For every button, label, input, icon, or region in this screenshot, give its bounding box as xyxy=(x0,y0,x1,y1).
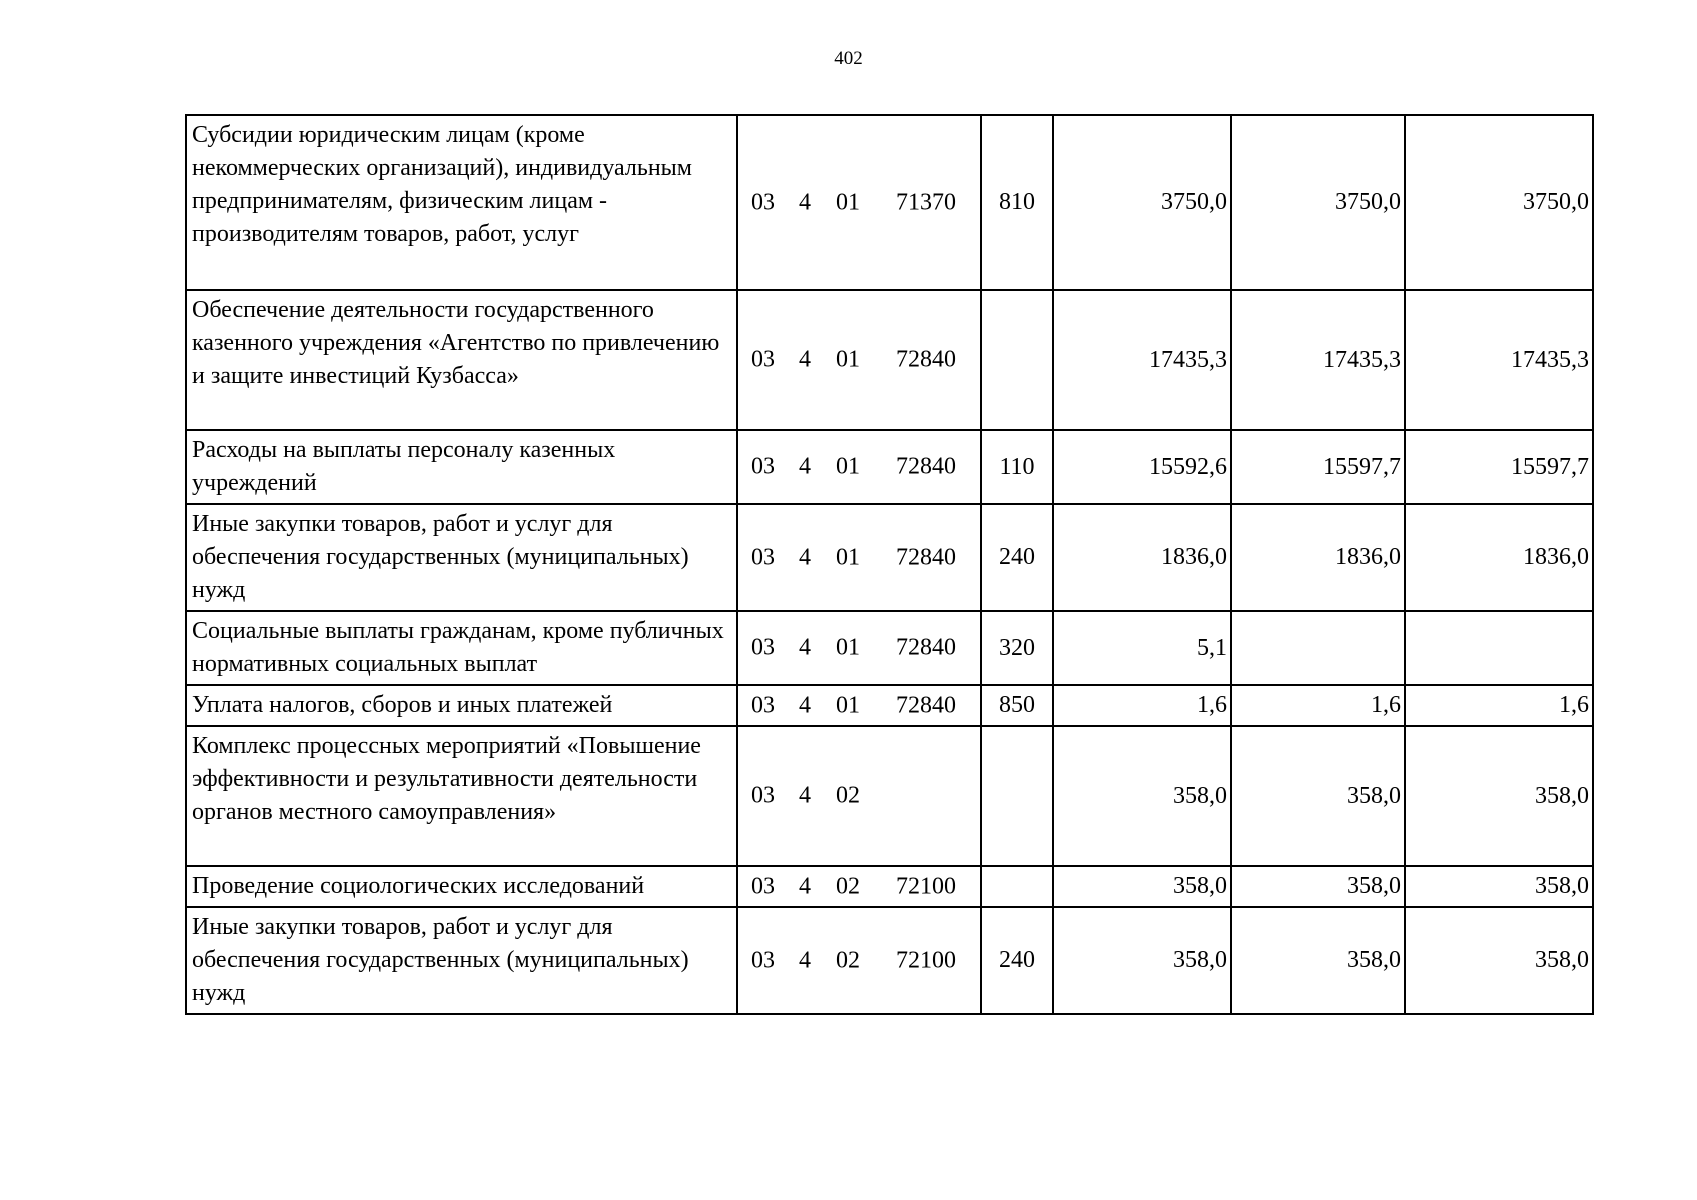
row-codes xyxy=(737,726,981,866)
amount-year-1: 17435,3 xyxy=(1053,290,1231,430)
amount-year-2: 358,0 xyxy=(1231,907,1405,1014)
code-program: 4 xyxy=(799,346,811,373)
code-section: 03 xyxy=(751,782,775,809)
code-subprogram: 01 xyxy=(836,692,860,718)
code-direction: 72840 xyxy=(896,634,956,661)
expense-type: 240 xyxy=(981,907,1053,1014)
row-codes xyxy=(737,430,981,504)
code-program: 4 xyxy=(799,692,811,718)
row-codes xyxy=(737,504,981,611)
code-subprogram: 01 xyxy=(836,346,860,373)
amount-year-2: 1836,0 xyxy=(1231,504,1405,611)
amount-year-2: 1,6 xyxy=(1231,685,1405,726)
code-program: 4 xyxy=(799,782,811,809)
code-section: 03 xyxy=(751,453,775,480)
budget-table xyxy=(185,114,1594,1015)
row-name: Проведение социологических исследований xyxy=(186,866,737,907)
amount-year-1: 5,1 xyxy=(1053,611,1231,685)
expense-type: 110 xyxy=(981,430,1053,504)
code-subprogram: 02 xyxy=(836,873,860,899)
amount-year-3: 358,0 xyxy=(1405,726,1593,866)
code-program: 4 xyxy=(799,634,811,661)
code-section: 03 xyxy=(751,346,775,373)
code-section: 03 xyxy=(751,634,775,661)
code-program: 4 xyxy=(799,873,811,899)
code-subprogram: 01 xyxy=(836,453,860,480)
row-codes xyxy=(737,685,981,726)
row-codes xyxy=(737,611,981,685)
amount-year-1: 358,0 xyxy=(1053,726,1231,866)
row-name: Иные закупки товаров, работ и услуг для обеспечения государственных (муниципальных) нужд xyxy=(186,504,737,611)
table-row xyxy=(186,907,1593,1014)
table-row xyxy=(186,866,1593,907)
row-codes xyxy=(737,866,981,907)
table-row xyxy=(186,430,1593,504)
row-name: Уплата налогов, сборов и иных платежей xyxy=(186,685,737,726)
amount-year-1: 3750,0 xyxy=(1053,115,1231,290)
code-direction: 72840 xyxy=(896,453,956,480)
expense-type xyxy=(981,726,1053,866)
code-subprogram: 02 xyxy=(836,782,860,809)
code-subprogram: 01 xyxy=(836,189,860,215)
code-section: 03 xyxy=(751,189,775,215)
row-name: Иные закупки товаров, работ и услуг для обеспечения государственных (муниципальных) нужд xyxy=(186,907,737,1014)
expense-type: 850 xyxy=(981,685,1053,726)
row-name: Расходы на выплаты персоналу казенных учреждений xyxy=(186,430,737,504)
amount-year-2: 358,0 xyxy=(1231,866,1405,907)
amount-year-1: 1,6 xyxy=(1053,685,1231,726)
table-row xyxy=(186,504,1593,611)
code-direction: 72840 xyxy=(896,692,956,718)
amount-year-2 xyxy=(1231,611,1405,685)
amount-year-2: 358,0 xyxy=(1231,726,1405,866)
amount-year-3: 1,6 xyxy=(1405,685,1593,726)
table-row xyxy=(186,726,1593,866)
page-number: 402 xyxy=(834,48,863,69)
expense-type xyxy=(981,290,1053,430)
row-codes xyxy=(737,290,981,430)
code-direction: 72100 xyxy=(896,947,956,973)
table-row xyxy=(186,290,1593,430)
amount-year-1: 1836,0 xyxy=(1053,504,1231,611)
row-name: Комплекс процессных мероприятий «Повышение эффективности и результативности деятельности органов местного самоуправления» xyxy=(186,726,737,866)
amount-year-1: 15592,6 xyxy=(1053,430,1231,504)
code-program: 4 xyxy=(799,544,811,570)
code-program: 4 xyxy=(799,189,811,215)
amount-year-3: 17435,3 xyxy=(1405,290,1593,430)
code-subprogram: 01 xyxy=(836,634,860,661)
amount-year-2: 15597,7 xyxy=(1231,430,1405,504)
row-name: Обеспечение деятельности государственного казенного учреждения «Агентство по привлечению и защите инвестиций Кузбасса» xyxy=(186,290,737,430)
row-name: Социальные выплаты гражданам, кроме публичных нормативных социальных выплат xyxy=(186,611,737,685)
amount-year-3: 358,0 xyxy=(1405,907,1593,1014)
code-section: 03 xyxy=(751,947,775,973)
code-direction: 71370 xyxy=(896,189,956,215)
expense-type xyxy=(981,866,1053,907)
expense-type: 240 xyxy=(981,504,1053,611)
amount-year-2: 3750,0 xyxy=(1231,115,1405,290)
code-program: 4 xyxy=(799,453,811,480)
amount-year-3: 1836,0 xyxy=(1405,504,1593,611)
code-section: 03 xyxy=(751,544,775,570)
row-codes xyxy=(737,115,981,290)
table-row xyxy=(186,685,1593,726)
expense-type: 810 xyxy=(981,115,1053,290)
code-direction: 72100 xyxy=(896,873,956,899)
code-direction: 72840 xyxy=(896,346,956,373)
code-section: 03 xyxy=(751,873,775,899)
amount-year-3: 15597,7 xyxy=(1405,430,1593,504)
code-subprogram: 01 xyxy=(836,544,860,570)
amount-year-2: 17435,3 xyxy=(1231,290,1405,430)
amount-year-1: 358,0 xyxy=(1053,866,1231,907)
amount-year-1: 358,0 xyxy=(1053,907,1231,1014)
code-subprogram: 02 xyxy=(836,947,860,973)
amount-year-3: 358,0 xyxy=(1405,866,1593,907)
code-program: 4 xyxy=(799,947,811,973)
table-row xyxy=(186,611,1593,685)
code-direction: 72840 xyxy=(896,544,956,570)
code-section: 03 xyxy=(751,692,775,718)
amount-year-3: 3750,0 xyxy=(1405,115,1593,290)
row-name: Субсидии юридическим лицам (кроме некоммерческих организаций), индивидуальным предпринимателям, физическим лицам - производителям товаров, работ, услуг xyxy=(186,115,737,290)
table-body xyxy=(186,115,1593,1014)
amount-year-3 xyxy=(1405,611,1593,685)
expense-type: 320 xyxy=(981,611,1053,685)
row-codes xyxy=(737,907,981,1014)
table-row xyxy=(186,115,1593,290)
